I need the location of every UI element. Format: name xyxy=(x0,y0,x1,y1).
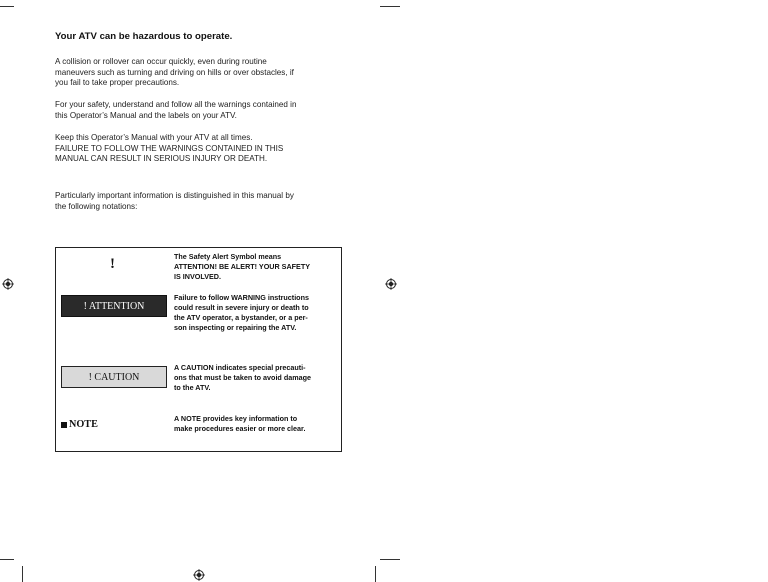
text-line: the following notations: xyxy=(55,201,138,211)
text-line: A collision or rollover can occur quickly, even during routine xyxy=(55,57,267,66)
text-line: A CAUTION indicates special precauti- xyxy=(174,363,306,372)
alert-description xyxy=(174,252,336,282)
text-line: Keep this Operator’s Manual with your ATV at all times. xyxy=(55,133,253,142)
text-line: son inspecting or repairing the ATV. xyxy=(174,323,297,333)
attention-description xyxy=(174,293,336,333)
crop-mark-top-left xyxy=(0,6,14,7)
attention-label: ! ATTENTION xyxy=(61,295,167,317)
text-line: A NOTE provides key information to xyxy=(174,414,298,423)
note-description xyxy=(174,414,336,434)
crop-mark-top-center xyxy=(380,6,400,7)
text-line: you fail to take proper precautions. xyxy=(55,78,180,88)
crop-mark-bottom-left xyxy=(0,559,14,560)
text-line: For your safety, understand and follow all the warnings contained in xyxy=(55,100,297,109)
square-bullet-icon xyxy=(61,422,67,428)
caution-description xyxy=(174,363,336,393)
text-line: The Safety Alert Symbol means xyxy=(174,252,282,261)
registration-mark-icon xyxy=(2,278,14,290)
crop-mark-bottom-left-vertical xyxy=(22,566,23,582)
caution-label: ! CAUTION xyxy=(61,366,167,388)
registration-mark-icon xyxy=(193,569,205,581)
text-line: ons that must be taken to avoid damage xyxy=(174,373,311,383)
text-line: IS INVOLVED. xyxy=(174,272,221,282)
text-line: the ATV operator, a bystander, or a per- xyxy=(174,313,308,323)
text-line: to the ATV. xyxy=(174,383,211,393)
page-heading: Your ATV can be hazardous to operate. xyxy=(55,31,233,42)
text-line: FAILURE TO FOLLOW THE WARNINGS CONTAINED IN THIS xyxy=(55,143,284,153)
crop-mark-bottom-center-vertical xyxy=(375,566,376,582)
paragraph-collision xyxy=(55,57,345,89)
text-line: maneuvers such as turning and driving on hills or over obstacles, if xyxy=(55,67,294,77)
note-label xyxy=(61,419,98,430)
text-line: Particularly important information is distinguished in this manual by xyxy=(55,191,294,200)
paragraph-notations-intro xyxy=(55,191,345,212)
safety-alert-symbol-icon: ! xyxy=(110,256,115,272)
note-label-text: NOTE xyxy=(69,419,98,430)
text-line: this Operator’s Manual and the labels on your ATV. xyxy=(55,110,237,120)
text-line: make procedures easier or more clear. xyxy=(174,424,306,434)
crop-mark-bottom-center xyxy=(380,559,400,560)
text-line: could result in severe injury or death to xyxy=(174,303,309,313)
text-line: Failure to follow WARNING instructions xyxy=(174,293,309,302)
paragraph-safety xyxy=(55,100,345,121)
registration-mark-icon xyxy=(385,278,397,290)
text-line: MANUAL CAN RESULT IN SERIOUS INJURY OR DEATH. xyxy=(55,154,268,164)
paragraph-keep-manual xyxy=(55,133,345,165)
text-line: ATTENTION! BE ALERT! YOUR SAFETY xyxy=(174,262,311,272)
